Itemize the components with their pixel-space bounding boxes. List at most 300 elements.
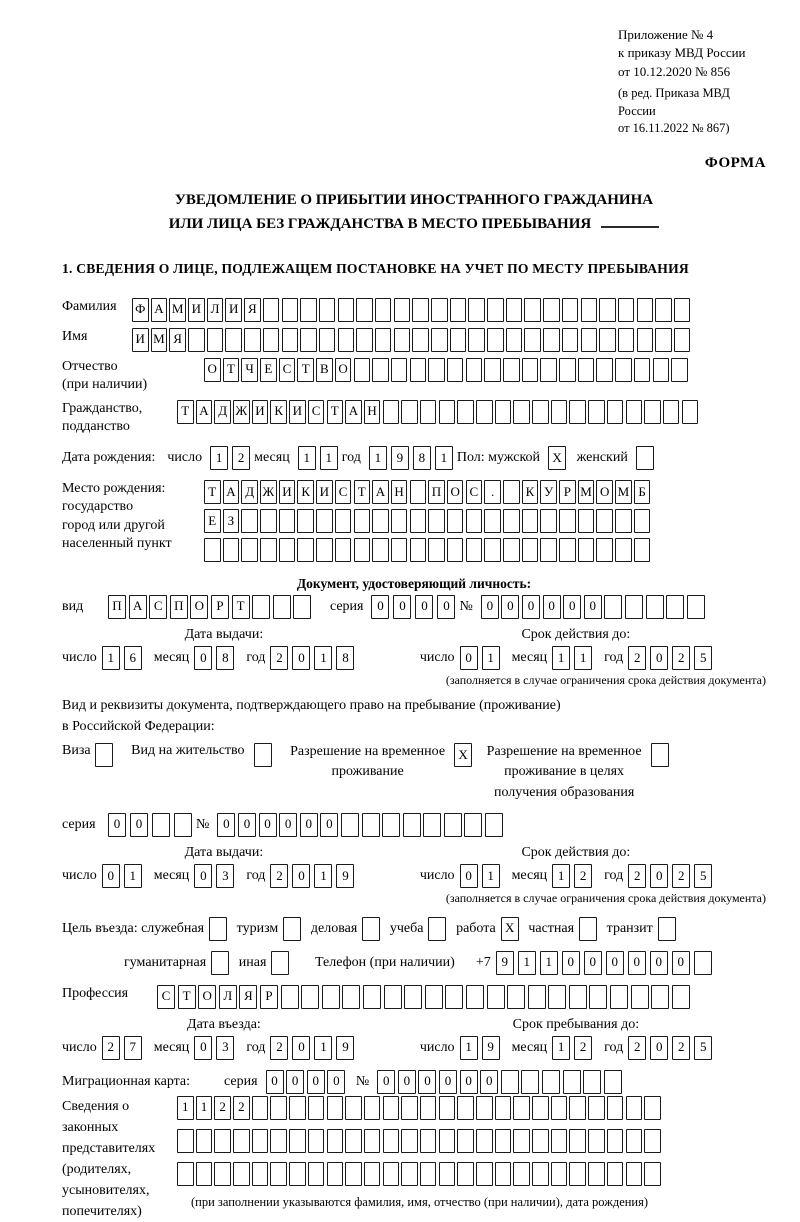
form-cell[interactable]	[559, 509, 576, 533]
form-cell[interactable]: 1	[369, 446, 387, 470]
form-cell[interactable]	[596, 538, 613, 562]
form-cell[interactable]	[308, 1129, 325, 1153]
form-cell[interactable]	[634, 358, 651, 382]
form-cell[interactable]	[457, 1096, 474, 1120]
form-cell[interactable]	[543, 298, 560, 322]
form-cell[interactable]: К	[270, 400, 287, 424]
form-cell[interactable]	[356, 328, 373, 352]
form-cell[interactable]: Ч	[241, 358, 258, 382]
form-cell[interactable]: 0	[286, 1070, 304, 1094]
form-cell[interactable]: 2	[628, 646, 646, 670]
form-cell[interactable]: 0	[606, 951, 624, 975]
form-cell[interactable]	[655, 298, 672, 322]
form-cell[interactable]	[447, 538, 464, 562]
form-cell[interactable]	[569, 1129, 586, 1153]
form-cell[interactable]	[513, 400, 530, 424]
form-cell[interactable]	[308, 1162, 325, 1186]
form-cell[interactable]: 1	[124, 864, 142, 888]
form-cell[interactable]	[466, 509, 483, 533]
form-cell[interactable]	[252, 1096, 269, 1120]
form-cell[interactable]: 0	[194, 1036, 212, 1060]
form-cell[interactable]	[375, 328, 392, 352]
form-cell[interactable]	[372, 509, 389, 533]
form-cell[interactable]: Я	[169, 328, 186, 352]
form-cell[interactable]: 1	[435, 446, 453, 470]
form-cell[interactable]: 9	[496, 951, 514, 975]
form-cell[interactable]: 2	[574, 864, 592, 888]
form-cell[interactable]: 0	[584, 951, 602, 975]
form-cell[interactable]	[383, 1129, 400, 1153]
form-cell[interactable]: А	[129, 595, 147, 619]
form-cell[interactable]	[342, 985, 360, 1009]
form-cell[interactable]: 1	[102, 646, 120, 670]
form-cell[interactable]	[569, 1162, 586, 1186]
form-cell[interactable]	[540, 509, 557, 533]
form-cell[interactable]	[341, 813, 359, 837]
form-cell[interactable]: А	[196, 400, 213, 424]
form-cell[interactable]	[495, 1096, 512, 1120]
form-cell[interactable]: З	[223, 509, 240, 533]
form-cell[interactable]	[588, 1096, 605, 1120]
form-cell[interactable]	[607, 1162, 624, 1186]
form-cell[interactable]: 0	[238, 813, 256, 837]
form-cell[interactable]: О	[596, 480, 613, 504]
form-cell[interactable]	[273, 595, 291, 619]
form-cell[interactable]: 5	[694, 1036, 712, 1060]
form-cell[interactable]	[578, 358, 595, 382]
form-cell[interactable]	[476, 1096, 493, 1120]
form-cell[interactable]	[372, 358, 389, 382]
form-cell[interactable]	[487, 328, 504, 352]
form-cell[interactable]	[522, 509, 539, 533]
form-cell[interactable]: О	[198, 985, 216, 1009]
form-cell[interactable]: 2	[270, 646, 288, 670]
form-cell[interactable]	[420, 1162, 437, 1186]
form-cell[interactable]	[335, 509, 352, 533]
form-cell[interactable]: 2	[233, 1096, 250, 1120]
form-cell[interactable]: 2	[574, 1036, 592, 1060]
form-cell[interactable]	[615, 538, 632, 562]
form-cell[interactable]: 1	[177, 1096, 194, 1120]
form-cell[interactable]	[468, 328, 485, 352]
form-cell[interactable]	[651, 985, 669, 1009]
form-cell[interactable]	[297, 509, 314, 533]
form-cell[interactable]	[241, 509, 258, 533]
form-cell[interactable]	[637, 298, 654, 322]
form-cell[interactable]: Ж	[233, 400, 250, 424]
form-cell[interactable]: И	[132, 328, 149, 352]
form-cell[interactable]: С	[157, 985, 175, 1009]
form-cell[interactable]	[694, 951, 712, 975]
form-cell[interactable]: И	[316, 480, 333, 504]
form-cell[interactable]	[384, 985, 402, 1009]
form-cell[interactable]: В	[316, 358, 333, 382]
form-cell[interactable]	[375, 298, 392, 322]
form-cell[interactable]: 0	[460, 864, 478, 888]
form-cell[interactable]	[563, 1070, 581, 1094]
form-cell[interactable]: 0	[543, 595, 561, 619]
form-cell[interactable]: 0	[371, 595, 389, 619]
form-cell[interactable]: Е	[204, 509, 221, 533]
form-cell[interactable]	[444, 813, 462, 837]
form-cell[interactable]	[447, 509, 464, 533]
form-cell[interactable]	[260, 509, 277, 533]
form-cell[interactable]: 8	[336, 646, 354, 670]
form-cell[interactable]: К	[297, 480, 314, 504]
form-cell[interactable]	[540, 358, 557, 382]
form-cell[interactable]: 8	[216, 646, 234, 670]
form-cell[interactable]: Т	[232, 595, 250, 619]
form-cell[interactable]	[420, 1096, 437, 1120]
form-cell[interactable]	[391, 358, 408, 382]
form-cell[interactable]	[401, 1129, 418, 1153]
form-cell[interactable]	[270, 1096, 287, 1120]
form-cell[interactable]	[254, 743, 272, 767]
form-cell[interactable]	[211, 951, 229, 975]
form-cell[interactable]	[610, 985, 628, 1009]
form-cell[interactable]	[345, 1162, 362, 1186]
form-cell[interactable]: 6	[124, 646, 142, 670]
form-cell[interactable]	[364, 1129, 381, 1153]
form-cell[interactable]	[382, 813, 400, 837]
form-cell[interactable]: 0	[307, 1070, 325, 1094]
form-cell[interactable]: О	[190, 595, 208, 619]
form-cell[interactable]	[300, 328, 317, 352]
form-cell[interactable]: 0	[259, 813, 277, 837]
form-cell[interactable]	[394, 298, 411, 322]
form-cell[interactable]: К	[522, 480, 539, 504]
form-cell[interactable]: Л	[207, 298, 224, 322]
form-cell[interactable]	[542, 1070, 560, 1094]
form-cell[interactable]	[551, 400, 568, 424]
form-cell[interactable]	[209, 917, 227, 941]
form-cell[interactable]	[345, 1096, 362, 1120]
form-cell[interactable]: 0	[398, 1070, 416, 1094]
form-cell[interactable]: Т	[327, 400, 344, 424]
form-cell[interactable]: О	[335, 358, 352, 382]
form-cell[interactable]: 1	[460, 1036, 478, 1060]
form-cell[interactable]: 1	[210, 446, 228, 470]
form-cell[interactable]: 1	[482, 646, 500, 670]
form-cell[interactable]	[457, 400, 474, 424]
form-cell[interactable]	[637, 328, 654, 352]
form-cell[interactable]	[522, 358, 539, 382]
form-cell[interactable]: У	[540, 480, 557, 504]
form-cell[interactable]	[354, 358, 371, 382]
form-cell[interactable]	[559, 538, 576, 562]
form-cell[interactable]: 2	[628, 1036, 646, 1060]
form-cell[interactable]	[503, 509, 520, 533]
form-cell[interactable]: 0	[628, 951, 646, 975]
form-cell[interactable]	[214, 1129, 231, 1153]
form-cell[interactable]	[196, 1162, 213, 1186]
form-cell[interactable]	[578, 538, 595, 562]
form-cell[interactable]: Л	[219, 985, 237, 1009]
form-cell[interactable]: 2	[672, 646, 690, 670]
form-cell[interactable]: 1	[196, 1096, 213, 1120]
form-cell[interactable]	[521, 1070, 539, 1094]
form-cell[interactable]	[362, 917, 380, 941]
form-cell[interactable]	[644, 1129, 661, 1153]
form-cell[interactable]: 3	[216, 864, 234, 888]
form-cell[interactable]	[401, 1162, 418, 1186]
form-cell[interactable]: 1	[552, 864, 570, 888]
form-cell[interactable]	[428, 917, 446, 941]
form-cell[interactable]	[476, 400, 493, 424]
form-cell[interactable]: Д	[241, 480, 258, 504]
form-cell[interactable]	[177, 1129, 194, 1153]
form-cell[interactable]	[383, 1162, 400, 1186]
form-cell[interactable]	[327, 1096, 344, 1120]
form-cell[interactable]	[252, 595, 270, 619]
form-cell[interactable]: 1	[552, 1036, 570, 1060]
form-cell[interactable]: 9	[482, 1036, 500, 1060]
form-cell[interactable]: Т	[204, 480, 221, 504]
form-cell[interactable]	[487, 298, 504, 322]
form-cell[interactable]	[345, 1129, 362, 1153]
form-cell[interactable]	[391, 538, 408, 562]
form-cell[interactable]: С	[466, 480, 483, 504]
form-cell[interactable]	[354, 509, 371, 533]
form-cell[interactable]	[356, 298, 373, 322]
form-cell[interactable]: 0	[377, 1070, 395, 1094]
form-cell[interactable]	[260, 538, 277, 562]
form-cell[interactable]	[503, 358, 520, 382]
form-cell[interactable]	[495, 1129, 512, 1153]
form-cell[interactable]: Б	[634, 480, 651, 504]
form-cell[interactable]	[177, 1162, 194, 1186]
form-cell[interactable]	[540, 538, 557, 562]
form-cell[interactable]: 1	[518, 951, 536, 975]
form-cell[interactable]: 2	[628, 864, 646, 888]
form-cell[interactable]	[252, 1162, 269, 1186]
form-cell[interactable]	[466, 538, 483, 562]
form-cell[interactable]	[364, 1096, 381, 1120]
form-cell[interactable]	[401, 400, 418, 424]
form-cell[interactable]	[319, 298, 336, 322]
form-cell[interactable]	[501, 1070, 519, 1094]
form-cell[interactable]	[658, 917, 676, 941]
form-cell[interactable]: Ж	[260, 480, 277, 504]
form-cell[interactable]	[271, 951, 289, 975]
form-cell[interactable]	[495, 400, 512, 424]
form-cell[interactable]: 3	[216, 1036, 234, 1060]
form-cell[interactable]	[225, 328, 242, 352]
form-cell[interactable]: Р	[260, 985, 278, 1009]
form-cell[interactable]: 9	[336, 864, 354, 888]
form-cell[interactable]: 0	[292, 646, 310, 670]
form-cell[interactable]: 1	[314, 1036, 332, 1060]
form-cell[interactable]: И	[188, 298, 205, 322]
form-cell[interactable]: М	[615, 480, 632, 504]
form-cell[interactable]: Н	[391, 480, 408, 504]
form-cell[interactable]	[223, 538, 240, 562]
form-cell[interactable]	[599, 298, 616, 322]
form-cell[interactable]	[503, 538, 520, 562]
form-cell[interactable]	[596, 509, 613, 533]
form-cell[interactable]	[581, 298, 598, 322]
form-cell[interactable]	[607, 1096, 624, 1120]
form-cell[interactable]	[607, 400, 624, 424]
form-cell[interactable]	[364, 1162, 381, 1186]
form-cell[interactable]: 0	[266, 1070, 284, 1094]
form-cell[interactable]: 0	[102, 864, 120, 888]
form-cell[interactable]	[335, 538, 352, 562]
form-cell[interactable]	[513, 1162, 530, 1186]
form-cell[interactable]	[204, 538, 221, 562]
form-cell[interactable]	[428, 509, 445, 533]
form-cell[interactable]	[506, 328, 523, 352]
form-cell[interactable]: С	[279, 358, 296, 382]
form-cell[interactable]: И	[289, 400, 306, 424]
form-cell[interactable]	[569, 1096, 586, 1120]
form-cell[interactable]: 0	[480, 1070, 498, 1094]
form-cell[interactable]: Н	[364, 400, 381, 424]
form-cell[interactable]	[524, 328, 541, 352]
form-cell[interactable]	[428, 538, 445, 562]
form-cell[interactable]	[666, 595, 684, 619]
form-cell[interactable]	[439, 1162, 456, 1186]
form-cell[interactable]	[457, 1162, 474, 1186]
form-cell[interactable]	[279, 509, 296, 533]
form-cell[interactable]	[297, 538, 314, 562]
form-cell[interactable]	[316, 509, 333, 533]
form-cell[interactable]	[618, 298, 635, 322]
form-cell[interactable]	[281, 985, 299, 1009]
form-cell[interactable]	[401, 1096, 418, 1120]
form-cell[interactable]: 0	[460, 646, 478, 670]
form-cell[interactable]: А	[372, 480, 389, 504]
form-cell[interactable]	[300, 298, 317, 322]
form-cell[interactable]	[457, 1129, 474, 1153]
form-cell[interactable]	[383, 1096, 400, 1120]
form-cell[interactable]: Т	[223, 358, 240, 382]
form-cell[interactable]: И	[279, 480, 296, 504]
form-cell[interactable]: 1	[540, 951, 558, 975]
form-cell[interactable]	[588, 1162, 605, 1186]
form-cell[interactable]	[487, 985, 505, 1009]
form-cell[interactable]: Е	[260, 358, 277, 382]
form-cell[interactable]	[672, 985, 690, 1009]
form-cell[interactable]: Р	[559, 480, 576, 504]
form-cell[interactable]	[532, 400, 549, 424]
form-cell[interactable]: А	[223, 480, 240, 504]
form-cell[interactable]	[618, 328, 635, 352]
form-cell[interactable]	[634, 538, 651, 562]
form-cell[interactable]	[263, 328, 280, 352]
form-cell[interactable]	[551, 1162, 568, 1186]
form-cell[interactable]: 0	[292, 864, 310, 888]
form-cell[interactable]	[152, 813, 170, 837]
form-cell[interactable]	[599, 328, 616, 352]
form-cell[interactable]	[316, 538, 333, 562]
form-cell[interactable]: 2	[102, 1036, 120, 1060]
form-cell[interactable]	[578, 509, 595, 533]
form-cell[interactable]: И	[252, 400, 269, 424]
form-cell[interactable]	[420, 1129, 437, 1153]
form-cell[interactable]: 1	[482, 864, 500, 888]
form-cell[interactable]	[548, 985, 566, 1009]
form-cell[interactable]	[562, 298, 579, 322]
form-cell[interactable]: 2	[232, 446, 250, 470]
form-cell[interactable]	[468, 298, 485, 322]
form-cell[interactable]	[412, 328, 429, 352]
form-cell[interactable]	[338, 328, 355, 352]
form-cell[interactable]	[583, 1070, 601, 1094]
form-cell[interactable]	[466, 358, 483, 382]
form-cell[interactable]	[484, 509, 501, 533]
form-cell[interactable]	[439, 400, 456, 424]
form-cell[interactable]: 9	[391, 446, 409, 470]
form-cell[interactable]	[410, 509, 427, 533]
form-cell[interactable]: Т	[354, 480, 371, 504]
form-cell[interactable]: 1	[314, 864, 332, 888]
form-cell[interactable]	[270, 1129, 287, 1153]
form-cell[interactable]	[188, 328, 205, 352]
form-cell[interactable]	[420, 400, 437, 424]
form-cell[interactable]	[363, 985, 381, 1009]
form-cell[interactable]	[588, 400, 605, 424]
form-cell[interactable]	[476, 1162, 493, 1186]
form-cell[interactable]: П	[108, 595, 126, 619]
form-cell[interactable]	[644, 1096, 661, 1120]
form-cell[interactable]	[506, 298, 523, 322]
form-cell[interactable]: 7	[124, 1036, 142, 1060]
form-cell[interactable]: 0	[279, 813, 297, 837]
form-cell[interactable]: 9	[336, 1036, 354, 1060]
form-cell[interactable]	[410, 480, 427, 504]
form-cell[interactable]	[214, 1162, 231, 1186]
form-cell[interactable]: 2	[270, 1036, 288, 1060]
form-cell[interactable]	[569, 400, 586, 424]
form-cell[interactable]: 1	[552, 646, 570, 670]
form-cell[interactable]: 0	[650, 951, 668, 975]
form-cell[interactable]	[404, 985, 422, 1009]
form-cell[interactable]	[308, 1096, 325, 1120]
form-cell[interactable]	[423, 813, 441, 837]
form-cell[interactable]: 0	[501, 595, 519, 619]
form-cell[interactable]	[559, 358, 576, 382]
form-cell[interactable]	[282, 298, 299, 322]
form-cell[interactable]	[450, 298, 467, 322]
form-cell[interactable]	[233, 1129, 250, 1153]
form-cell[interactable]	[233, 1162, 250, 1186]
form-cell[interactable]: М	[169, 298, 186, 322]
form-cell[interactable]: 0	[650, 646, 668, 670]
form-cell[interactable]	[626, 1129, 643, 1153]
form-cell[interactable]: X	[548, 446, 566, 470]
form-cell[interactable]	[338, 298, 355, 322]
form-cell[interactable]: С	[308, 400, 325, 424]
form-cell[interactable]: 1	[298, 446, 316, 470]
form-cell[interactable]: 0	[563, 595, 581, 619]
form-cell[interactable]	[196, 1129, 213, 1153]
form-cell[interactable]	[569, 985, 587, 1009]
form-cell[interactable]: Д	[214, 400, 231, 424]
form-cell[interactable]	[644, 1162, 661, 1186]
form-cell[interactable]: X	[501, 917, 519, 941]
form-cell[interactable]	[674, 298, 691, 322]
form-cell[interactable]	[607, 1129, 624, 1153]
form-cell[interactable]	[484, 538, 501, 562]
form-cell[interactable]	[354, 538, 371, 562]
form-cell[interactable]	[450, 328, 467, 352]
form-cell[interactable]: М	[578, 480, 595, 504]
form-cell[interactable]	[484, 358, 501, 382]
form-cell[interactable]	[207, 328, 224, 352]
form-cell[interactable]	[301, 985, 319, 1009]
form-cell[interactable]	[551, 1129, 568, 1153]
